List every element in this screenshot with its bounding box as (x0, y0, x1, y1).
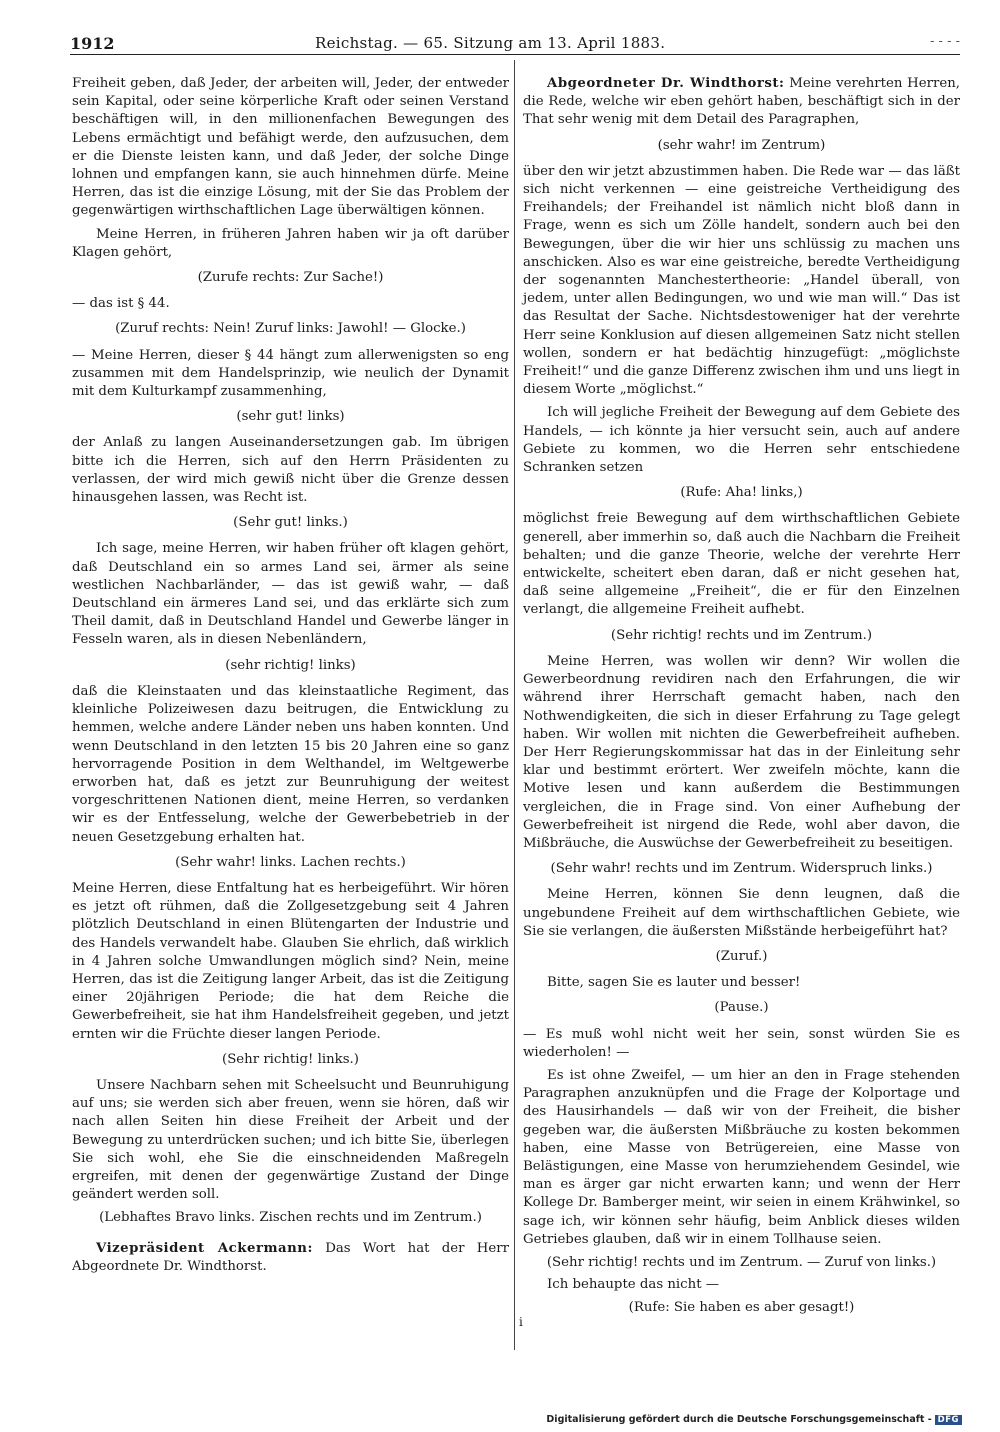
paragraph: Meine Herren, was wollen wir denn? Wir wollen die Gewerbeordnung revidiren nach den Erfahrungen, die wir während ihrer Herrschaft gemacht haben, nach den Nothwendigkeiten, die sich in dieser Erfahrung zu Tage gelegt haben. Wir wollen mit nichten die Gewerbefreiheit aufheben. Der Herr Regierungskommissar hat das in der Einleitung sehr klar und bestimmt erörtert. Wer zweifeln möchte, kann die Motive lesen und kann außerdem die Bestimmungen vergleichen, die in Frage sind. Von einer Aufhebung der Gewerbefreiheit ist nirgend die Rede, wohl aber davon, die Mißbräuche, die Auswüchse der Gewerbefreiheit zu beseitigen. (523, 653, 960, 851)
page-header (70, 34, 960, 55)
paragraph: daß die Kleinstaaten und das kleinstaatliche Regiment, das kleinliche Polizeiwesen dazu beitrugen, die Entwicklung zu hemmen, welche andere Länder neben uns haben konnten. Und wenn Deutschland in den letzten 15 bis 20 Jahren eine so ganz hervorragende Position in dem Welthandel, im Weltgewerbe erworben hat, daß es jetzt zur Beunruhigung der weitest vorgeschrittenen Nationen dient, meine Herren, so verdanken wir es der Entfesselung, welche der Gewerbebetrieb in der neuen Gesetzgebung erhalten hat. (72, 683, 509, 845)
page-number: 1912 (70, 34, 115, 53)
paragraph: Bitte, sagen Sie es lauter und besser! (547, 975, 801, 991)
speaker-text: Meine verehrten Herren, die Rede, welche wir eben gehört haben, beschäftigt sich in der That sehr wenig mit dem Detail des Paragraphen, (523, 76, 960, 128)
interjection: (Zurufe rechts: Zur Sache!) (197, 270, 384, 286)
paragraph: Es ist ohne Zweifel, — um hier an den in Frage stehenden Paragraphen anzuknüpfen und die Frage der Kolportage und des Hausirhandels — daß wir von der Freiheit, die bisher gegeben war, die äußersten Mißbräuche zu kosten bekommen haben, eine Masse von Betrügereien, eine Masse von Belästigungen, eine Masse von herumziehendem Gesindel, wie man es ärger gar nicht erwarten kann; und wenn der Herr Kollege Dr. Bamberger meint, wir seien in einem Krähwinkel, so sage ich, wir können sehr häufig, beim Anblick dieses wilden Getriebes glauben, daß wir in einem Tollhause seien. (523, 1067, 960, 1247)
credit-text: Digitalisierung gefördert durch die Deutsche Forschungsgemeinschaft - (546, 1414, 932, 1425)
speaker-paragraph (523, 75, 960, 130)
interjection: (Sehr wahr! links. Lachen rechts.) (175, 854, 406, 870)
interjection: (Sehr wahr! rechts und im Zentrum. Widerspruch links.) (550, 861, 933, 877)
left-column (72, 75, 509, 1281)
interjection: (sehr gut! links) (236, 409, 345, 425)
interjection: (sehr richtig! links) (225, 657, 356, 673)
interjection: (Lebhaftes Bravo links. Zischen rechts und im Zentrum.) (99, 1210, 482, 1226)
right-column (523, 75, 960, 1322)
speaker-name: Vizepräsident Ackermann: (96, 1240, 313, 1256)
paragraph: Ich behaupte das nicht — (547, 1277, 720, 1293)
speaker-text: Das Wort hat der Herr Abgeordnete Dr. Windthorst. (72, 1240, 509, 1274)
paragraph: Ich will jegliche Freiheit der Bewegung auf dem Gebiete des Handels, — ich könnte ja hier versucht sein, auch auf andere Gebiete zu kommen, wo die Herren sehr entschiedene Schranken setzen (523, 405, 960, 476)
paragraph: — Meine Herren, dieser § 44 hängt zum allerwenigsten so eng zusammen mit dem Handelsprinzip, wie neulich der Dynamit mit dem Kulturkampf zusammenhing, (72, 347, 509, 400)
running-title: Reichstag. — 65. Sitzung am 13. April 1883. (315, 34, 666, 52)
interjection: (sehr wahr! im Zentrum) (657, 137, 826, 153)
interjection: (Rufe: Sie haben es aber gesagt!) (628, 1300, 855, 1316)
paragraph: — das ist § 44. (72, 296, 170, 312)
interjection: (Sehr richtig! rechts und im Zentrum. — Zuruf von links.) (546, 1254, 937, 1270)
paragraph: — Es muß wohl nicht weit her sein, sonst würden Sie es wiederholen! — (523, 1026, 960, 1060)
paragraph: der Anlaß zu langen Auseinandersetzungen gab. Im übrigen bitte ich die Herren, sich auf den Herrn Präsidenten zu verlassen, der wird mich gewiß nicht über die Grenze dessen hinausgehen lassen, was Recht ist. (72, 435, 509, 506)
paragraph: Unsere Nachbarn sehen mit Scheelsucht und Beunruhigung auf uns; sie werden sich aber freuen, wenn sie hören, daß wir nach allen Seiten hin diese Freiheit der Arbeit und der Bewegung zu unterdrücken suchen; und ich bitte Sie, überlegen Sie sich wohl, ehe Sie die einschneidenden Maßregeln ergreifen, mit denen der gegenwärtige Zustand der Dinge geändert werden soll. (72, 1077, 509, 1203)
interjection: (Sehr richtig! links.) (222, 1051, 359, 1067)
interjection: (Sehr richtig! rechts und im Zentrum.) (610, 627, 873, 643)
paragraph: Meine Herren, diese Entfaltung hat es herbeigeführt. Wir hören es jetzt oft rühmen, daß die Zollgesetzgebung seit 4 Jahren plötzlich Deutschland in einen Blütengarten der Industrie und des Handels verwandelt habe. Glauben Sie ehrlich, daß wirklich in 4 Jahren solche Umwandlungen möglich sind? Nein, meine Herren, das ist die Zeitigung langer Arbeit, das ist die Zeitigung einer 20jährigen Periode; die hat dem Reiche die Gewerbefreiheit, sie hat ihm Handelsfreiheit gegeben, und jetzt ernten wir die Früchte dieser langen Periode. (72, 880, 509, 1042)
paragraph: Ich sage, meine Herren, wir haben früher oft klagen gehört, daß Deutschland ein so armes Land sei, ärmer als seine westlichen Nachbarländer, — das ist gewiß wahr, — daß Deutschland ein ärmeres Land sei, und das erklärte sich zum Theil damit, daß in Deutschland Handel und Gewerbe länger in Fesseln waren, als in diesen Nebenländern, (72, 541, 509, 648)
paragraph: möglichst freie Bewegung auf dem wirthschaftlichen Gebiete generell, aber immerhin so, daß auch die Nachbarn die Freiheit behalten; und die ganze Theorie, welche der verehrte Herr entwickelte, scheitert eben daran, daß er nicht gesehen hat, daß seine allgemeine „Freiheit“, die er für den Einzelnen verlangt, die allgemeine Freiheit aufhebt. (523, 511, 960, 618)
column-divider (514, 60, 515, 1350)
paragraph: über den wir jetzt abzustimmen haben. Die Rede war — das läßt sich nicht verkennen — eine geistreiche Vertheidigung des Freihandels; der Freihandel ist nämlich nicht bloß dann in Frage, wenn es sich um Zölle handelt, sondern auch bei den Bewegungen, über die wir hier uns schlüssig zu machen uns anschicken. Also es war eine geistreiche, beredte Vertheidigung der sogenannten Manchestertheorie: „Handel überall, von jedem, unter allen Bedingungen, wo und wie man will.“ Das ist das Resultat der Sache. Nichtsdestoweniger hat der verehrte Herr seine Konklusion auf diesen allgemeinen Satz nicht stellen wollen, sondern er hat bedächtig hinzugefügt: „möglichste Freiheit!“ und die ganze Differenz zwischen ihm und uns liegt in diesem Worte „möglichst.“ (523, 163, 960, 398)
digitization-credit (546, 1414, 962, 1425)
speaker-name: Abgeordneter Dr. Windthorst: (547, 76, 785, 91)
paragraph: Freiheit geben, daß Jeder, der arbeiten will, Jeder, der entweder sein Kapital, oder seine körperliche Kraft oder seinen Verstand beschäftigen will, in den millionenfachen Bewegungen des Lebens ermächtigt und befähigt werde, den aufzusuchen, dem er die Dienste leisten kann, und daß Jeder, der solche Dinge lohnen und empfangen kann, sie auch hinnehmen dürfe. Meine Herren, das ist die einzige Lösung, mit der Sie das Problem der gegenwärtigen wirthschaftlichen Lage überwältigen können. (72, 76, 509, 219)
interjection: (Pause.) (714, 1000, 769, 1016)
dfg-logo: DFG (935, 1415, 962, 1425)
speaker-paragraph (72, 1240, 509, 1276)
paragraph: Meine Herren, können Sie denn leugnen, daß die ungebundene Freiheit auf dem wirthschaftlichen Gebiete, wie Sie sie verlangen, die äußersten Mißstände herbeigeführt hat? (523, 887, 960, 939)
interjection: (Zuruf rechts: Nein! Zuruf links: Jawohl! — Glocke.) (115, 321, 466, 337)
divider-mark: i (519, 1315, 523, 1329)
interjection: (Rufe: Aha! links,) (680, 485, 803, 501)
header-mark: - - - - (930, 34, 960, 49)
interjection: (Sehr gut! links.) (233, 515, 348, 531)
paragraph: Meine Herren, in früheren Jahren haben wir ja oft darüber Klagen gehört, (72, 226, 509, 260)
interjection: (Zuruf.) (715, 948, 768, 964)
